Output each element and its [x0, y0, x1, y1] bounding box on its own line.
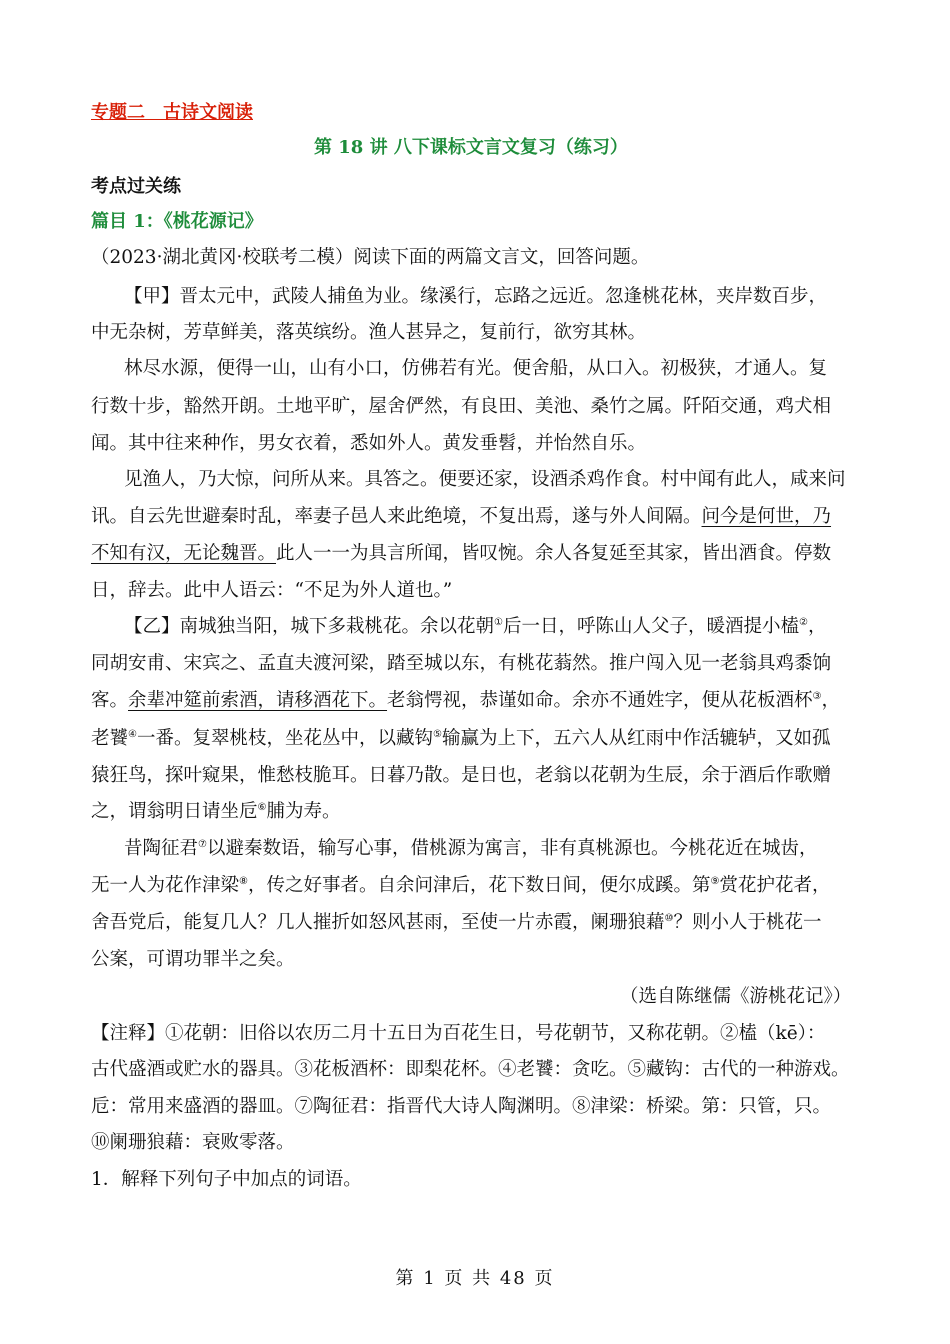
yi-text: 客。: [91, 690, 129, 711]
jia-p3-line: [91, 542, 831, 566]
question-1: 1．解释下列句子中加点的词语。: [91, 1169, 362, 1190]
jia-p1-line: 中无杂树，芳草鲜美，落英缤纷。渔人甚异之，复前行，欲穷其林。: [91, 322, 647, 343]
yi-line: 猿狂鸟，探叶窥果，惟愁枝脆耳。日暮乃散。是日也，老翁以花朝为生辰，余于酒后作歌赠: [91, 765, 832, 786]
punctuation: ，: [807, 616, 827, 637]
note-mark: ⑩: [664, 913, 674, 924]
yi-line: [91, 800, 341, 824]
underlined-sentence: 余辈冲筵前索酒，请移酒花下。: [128, 690, 388, 711]
note-mark: ②: [799, 617, 808, 628]
yi-text: 脯为寿。: [266, 801, 341, 822]
yi-line: [124, 837, 818, 861]
yi-line: [91, 911, 822, 935]
question-intro: （2023·湖北黄冈·校联考二模）阅读下面的两篇文言文，回答问题。: [91, 247, 650, 268]
underlined-sentence: 问今是何世，乃: [701, 506, 832, 527]
lecture-title: 第 18 讲 八下课标文言文复习（练习）: [314, 137, 628, 158]
page-footer: 第 1 页 共 48 页: [395, 1268, 555, 1289]
yi-text: 老翁愕视，恭谨如命。余亦不通姓字，便从花板酒杯: [387, 690, 813, 711]
yi-text: ？则小人于桃花一: [673, 912, 822, 933]
note-line: 【注释】①花朝：旧俗以农历二月十五日为百花生日，号花朝节，又称花朝。②榼（kē）：: [91, 1023, 826, 1044]
yi-text: 输赢为上下，五六人从红雨中作活辘轳，又如孤: [441, 728, 831, 749]
yi-text: 昔陶征君: [124, 838, 199, 859]
jia-p1-line: 【甲】晋太元中，武陵人捕鱼为业。缘溪行，忘路之远近。忽逢桃花林，夹岸数百步，: [124, 286, 828, 307]
source-citation: （选自陈继儒《游桃花记》）: [620, 986, 852, 1007]
note-mark: ⑨: [710, 876, 720, 887]
yi-line: [91, 689, 840, 713]
note-line: 卮：常用来盛酒的器皿。⑦陶征君：指晋代大诗人陶渊明。⑧津梁：桥梁。第：只管，只。: [91, 1096, 832, 1117]
yi-line: [91, 874, 830, 898]
jia-p3-line: [91, 505, 831, 529]
jia-p3-text: 此人一一为具言所闻，皆叹惋。余人各复延至其家，皆出酒食。停数: [276, 543, 832, 564]
note-line: 古代盛酒或贮水的器具。③花板酒杯：即梨花杯。④老饕：贪吃。⑤藏钩：古代的一种游戏。: [91, 1059, 850, 1080]
yi-line: [124, 615, 826, 639]
yi-line: 同胡安甫、宋宾之、孟直夫渡河梁，踏至城以东，有桃花蓊然。推户闯入见一老翁具鸡黍饷: [91, 653, 832, 674]
note-line: ⑩阑珊狼藉：衰败零落。: [91, 1132, 295, 1153]
punctuation: ，: [821, 690, 841, 711]
section-heading: 考点过关练: [91, 176, 181, 197]
jia-p3-line: 日，辞去。此中人语云：“不足为外人道也。”: [91, 580, 453, 601]
yi-text: 以避秦数语，输写心事，借桃源为寓言，非有真桃源也。今桃花近在城齿，: [206, 838, 818, 859]
jia-p2-line: 行数十步，豁然开朗。土地平旷，屋舍俨然，有良田、美池、桑竹之属。阡陌交通，鸡犬相: [91, 396, 832, 417]
yi-text: 舍吾党后，能复几人？几人摧折如怒风甚雨，至使一片赤霞，阑珊狼藉: [91, 912, 665, 933]
yi-text: 后一日，呼陈山人父子，暖酒提小榼: [502, 616, 799, 637]
yi-text: 之，谓翁明日请坐卮: [91, 801, 258, 822]
yi-text: 老饕: [91, 728, 129, 749]
jia-p2-line: 林尽水源，便得一山，山有小口，仿佛若有光。便舍船，从口入。初极狭，才通人。复: [124, 358, 828, 379]
note-mark: ③: [812, 691, 822, 702]
yi-text: 赏花护花者，: [719, 875, 831, 896]
jia-p3-text: 讯。自云先世避秦时乱，率妻子邑人来此绝境，不复出焉，遂与外人间隔。: [91, 506, 702, 527]
yi-text: 无一人为花作津梁: [91, 875, 240, 896]
note-mark: ⑥: [257, 802, 267, 813]
topic-heading: 专题二 古诗文阅读: [91, 102, 253, 123]
note-mark: ①: [494, 617, 503, 628]
jia-p3-line: 见渔人，乃大惊，问所从来。具答之。便要还家，设酒杀鸡作食。村中闻有此人，咸来问: [124, 469, 846, 490]
yi-line: [91, 727, 830, 751]
note-mark: ⑦: [198, 839, 207, 850]
note-mark: ⑧: [239, 876, 248, 887]
yi-text: 【乙】南城独当阳，城下多栽桃花。余以花朝: [124, 616, 495, 637]
underlined-sentence: 不知有汉，无论魏晋。: [91, 543, 277, 564]
piece-heading: 篇目 1：《桃花源记》: [91, 211, 263, 232]
note-mark: ⑤: [433, 729, 442, 740]
jia-p2-line: 闻。其中往来种作，男女衣着，悉如外人。黄发垂髫，并怡然自乐。: [91, 433, 647, 454]
note-mark: ④: [128, 729, 137, 740]
yi-text: ，传之好事者。自余问津后，花下数日间，便尔成蹊。第: [247, 875, 711, 896]
yi-line: 公案，可谓功罪半之矣。: [91, 949, 295, 970]
yi-text: 一番。复翠桃枝，坐花丛中，以藏钩: [136, 728, 433, 749]
